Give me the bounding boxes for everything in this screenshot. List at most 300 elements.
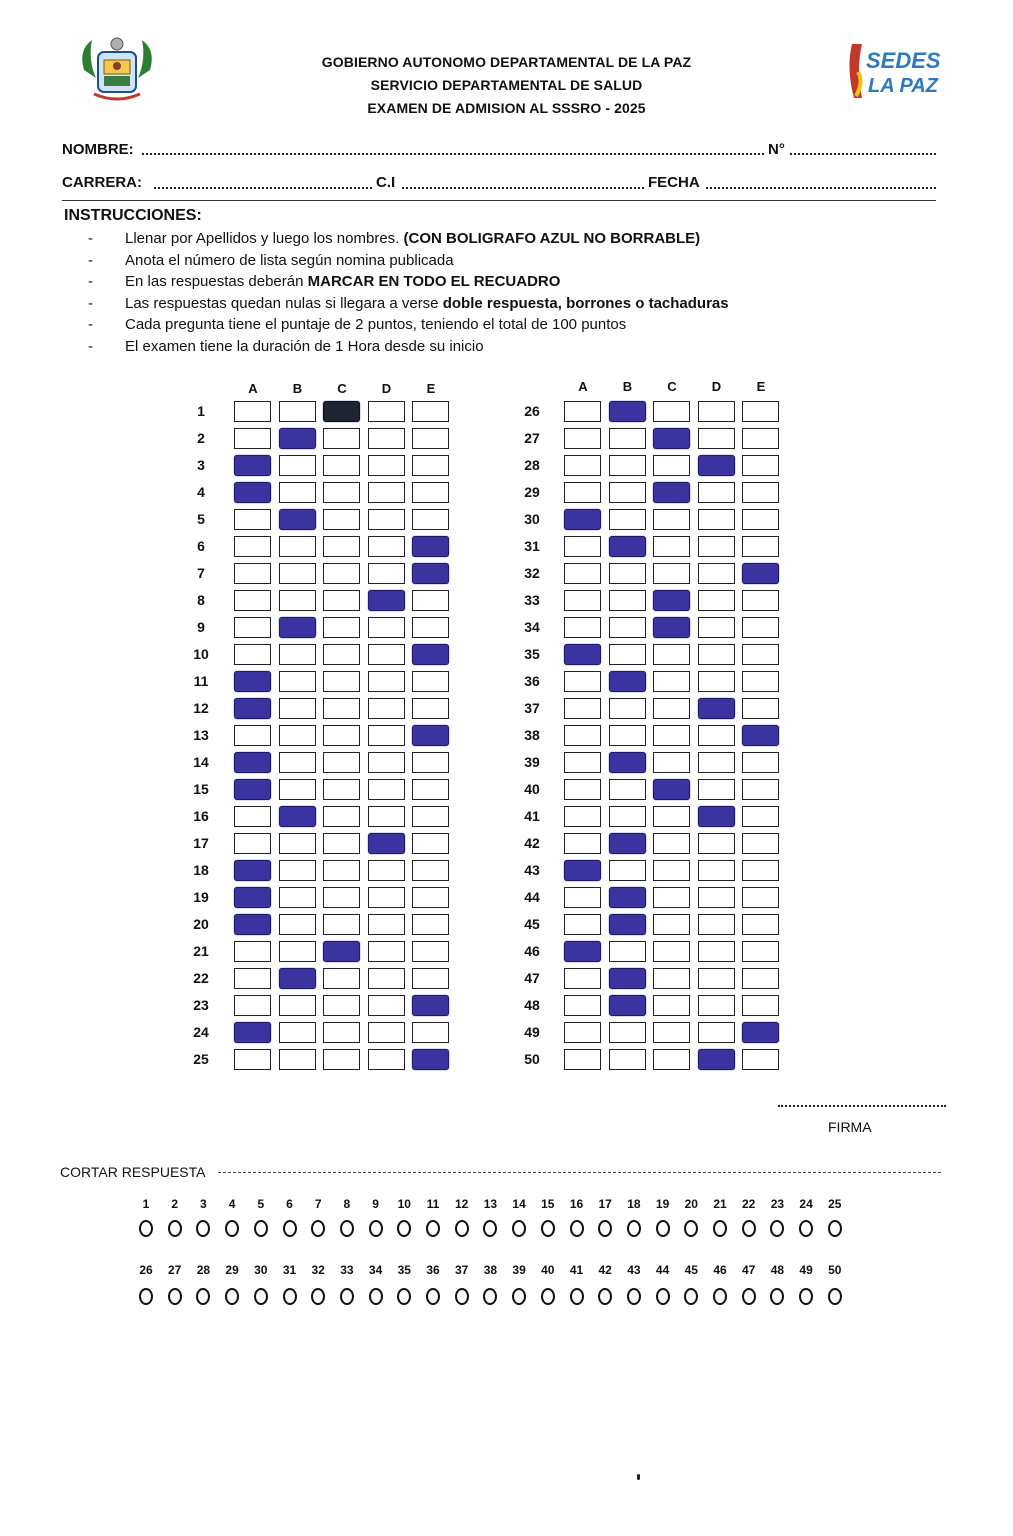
answer-box-4-d[interactable] bbox=[368, 482, 405, 503]
answer-box-47-d[interactable] bbox=[698, 968, 735, 989]
answer-box-12-a[interactable] bbox=[234, 698, 271, 719]
answer-box-19-d[interactable] bbox=[368, 887, 405, 908]
cut-answer-circle[interactable] bbox=[168, 1220, 182, 1237]
answer-box-24-e[interactable] bbox=[412, 1022, 449, 1043]
answer-box-49-b[interactable] bbox=[609, 1022, 646, 1043]
answer-box-7-d[interactable] bbox=[368, 563, 405, 584]
answer-box-37-d[interactable] bbox=[698, 698, 735, 719]
answer-box-33-e[interactable] bbox=[742, 590, 779, 611]
answer-box-22-e[interactable] bbox=[412, 968, 449, 989]
answer-box-26-e[interactable] bbox=[742, 401, 779, 422]
answer-box-8-b[interactable] bbox=[279, 590, 316, 611]
answer-box-44-a[interactable] bbox=[564, 887, 601, 908]
answer-box-5-e[interactable] bbox=[412, 509, 449, 530]
answer-box-31-a[interactable] bbox=[564, 536, 601, 557]
answer-box-14-b[interactable] bbox=[279, 752, 316, 773]
answer-box-13-c[interactable] bbox=[323, 725, 360, 746]
cut-answer-circle[interactable] bbox=[541, 1220, 555, 1237]
cut-answer-circle[interactable] bbox=[283, 1220, 297, 1237]
answer-box-36-b[interactable] bbox=[609, 671, 646, 692]
answer-box-14-c[interactable] bbox=[323, 752, 360, 773]
answer-box-17-e[interactable] bbox=[412, 833, 449, 854]
answer-box-3-e[interactable] bbox=[412, 455, 449, 476]
answer-box-8-c[interactable] bbox=[323, 590, 360, 611]
answer-box-47-e[interactable] bbox=[742, 968, 779, 989]
cut-answer-circle[interactable] bbox=[828, 1220, 842, 1237]
answer-box-26-a[interactable] bbox=[564, 401, 601, 422]
answer-box-22-d[interactable] bbox=[368, 968, 405, 989]
answer-box-10-d[interactable] bbox=[368, 644, 405, 665]
answer-box-10-b[interactable] bbox=[279, 644, 316, 665]
answer-box-19-e[interactable] bbox=[412, 887, 449, 908]
answer-box-4-a[interactable] bbox=[234, 482, 271, 503]
answer-box-43-c[interactable] bbox=[653, 860, 690, 881]
answer-box-40-b[interactable] bbox=[609, 779, 646, 800]
answer-box-38-b[interactable] bbox=[609, 725, 646, 746]
answer-box-28-a[interactable] bbox=[564, 455, 601, 476]
answer-box-22-c[interactable] bbox=[323, 968, 360, 989]
cut-answer-circle[interactable] bbox=[742, 1220, 756, 1237]
cut-answer-circle[interactable] bbox=[627, 1288, 641, 1305]
cut-answer-circle[interactable] bbox=[770, 1288, 784, 1305]
answer-box-50-c[interactable] bbox=[653, 1049, 690, 1070]
cut-answer-circle[interactable] bbox=[799, 1220, 813, 1237]
answer-box-16-b[interactable] bbox=[279, 806, 316, 827]
answer-box-50-e[interactable] bbox=[742, 1049, 779, 1070]
cut-answer-circle[interactable] bbox=[627, 1220, 641, 1237]
answer-box-50-a[interactable] bbox=[564, 1049, 601, 1070]
answer-box-36-d[interactable] bbox=[698, 671, 735, 692]
answer-box-2-c[interactable] bbox=[323, 428, 360, 449]
cut-answer-circle[interactable] bbox=[483, 1220, 497, 1237]
answer-box-45-e[interactable] bbox=[742, 914, 779, 935]
cut-answer-circle[interactable] bbox=[656, 1288, 670, 1305]
answer-box-27-e[interactable] bbox=[742, 428, 779, 449]
answer-box-29-a[interactable] bbox=[564, 482, 601, 503]
answer-box-11-e[interactable] bbox=[412, 671, 449, 692]
answer-box-20-e[interactable] bbox=[412, 914, 449, 935]
answer-box-13-b[interactable] bbox=[279, 725, 316, 746]
answer-box-13-d[interactable] bbox=[368, 725, 405, 746]
cut-answer-circle[interactable] bbox=[742, 1288, 756, 1305]
answer-box-7-a[interactable] bbox=[234, 563, 271, 584]
cut-answer-circle[interactable] bbox=[684, 1220, 698, 1237]
answer-box-46-d[interactable] bbox=[698, 941, 735, 962]
answer-box-31-c[interactable] bbox=[653, 536, 690, 557]
answer-box-21-d[interactable] bbox=[368, 941, 405, 962]
answer-box-16-d[interactable] bbox=[368, 806, 405, 827]
answer-box-4-b[interactable] bbox=[279, 482, 316, 503]
answer-box-41-d[interactable] bbox=[698, 806, 735, 827]
answer-box-36-a[interactable] bbox=[564, 671, 601, 692]
cut-answer-circle[interactable] bbox=[254, 1288, 268, 1305]
answer-box-34-a[interactable] bbox=[564, 617, 601, 638]
answer-box-28-d[interactable] bbox=[698, 455, 735, 476]
answer-box-21-b[interactable] bbox=[279, 941, 316, 962]
answer-box-40-a[interactable] bbox=[564, 779, 601, 800]
answer-box-15-a[interactable] bbox=[234, 779, 271, 800]
signature-line[interactable] bbox=[778, 1105, 946, 1107]
answer-box-42-a[interactable] bbox=[564, 833, 601, 854]
answer-box-39-c[interactable] bbox=[653, 752, 690, 773]
answer-box-25-d[interactable] bbox=[368, 1049, 405, 1070]
answer-box-47-b[interactable] bbox=[609, 968, 646, 989]
answer-box-32-b[interactable] bbox=[609, 563, 646, 584]
answer-box-5-a[interactable] bbox=[234, 509, 271, 530]
cut-answer-circle[interactable] bbox=[196, 1220, 210, 1237]
answer-box-15-b[interactable] bbox=[279, 779, 316, 800]
answer-box-49-e[interactable] bbox=[742, 1022, 779, 1043]
cut-answer-circle[interactable] bbox=[713, 1220, 727, 1237]
cut-answer-circle[interactable] bbox=[828, 1288, 842, 1305]
cut-answer-circle[interactable] bbox=[311, 1220, 325, 1237]
answer-box-12-b[interactable] bbox=[279, 698, 316, 719]
answer-box-21-c[interactable] bbox=[323, 941, 360, 962]
cut-answer-circle[interactable] bbox=[139, 1288, 153, 1305]
answer-box-12-c[interactable] bbox=[323, 698, 360, 719]
answer-box-6-a[interactable] bbox=[234, 536, 271, 557]
answer-box-33-c[interactable] bbox=[653, 590, 690, 611]
answer-box-38-c[interactable] bbox=[653, 725, 690, 746]
answer-box-2-a[interactable] bbox=[234, 428, 271, 449]
answer-box-48-d[interactable] bbox=[698, 995, 735, 1016]
cut-answer-circle[interactable] bbox=[684, 1288, 698, 1305]
answer-box-7-e[interactable] bbox=[412, 563, 449, 584]
answer-box-16-a[interactable] bbox=[234, 806, 271, 827]
answer-box-3-a[interactable] bbox=[234, 455, 271, 476]
answer-box-36-c[interactable] bbox=[653, 671, 690, 692]
cut-answer-circle[interactable] bbox=[483, 1288, 497, 1305]
answer-box-26-b[interactable] bbox=[609, 401, 646, 422]
answer-box-42-d[interactable] bbox=[698, 833, 735, 854]
answer-box-24-a[interactable] bbox=[234, 1022, 271, 1043]
answer-box-41-c[interactable] bbox=[653, 806, 690, 827]
ci-field[interactable] bbox=[402, 187, 644, 189]
answer-box-28-b[interactable] bbox=[609, 455, 646, 476]
cut-answer-circle[interactable] bbox=[541, 1288, 555, 1305]
answer-box-34-e[interactable] bbox=[742, 617, 779, 638]
cut-answer-circle[interactable] bbox=[254, 1220, 268, 1237]
answer-box-2-b[interactable] bbox=[279, 428, 316, 449]
cut-answer-circle[interactable] bbox=[570, 1288, 584, 1305]
answer-box-1-d[interactable] bbox=[368, 401, 405, 422]
answer-box-42-c[interactable] bbox=[653, 833, 690, 854]
answer-box-31-e[interactable] bbox=[742, 536, 779, 557]
nombre-field[interactable] bbox=[142, 153, 764, 155]
answer-box-34-b[interactable] bbox=[609, 617, 646, 638]
answer-box-42-e[interactable] bbox=[742, 833, 779, 854]
answer-box-6-d[interactable] bbox=[368, 536, 405, 557]
answer-box-37-c[interactable] bbox=[653, 698, 690, 719]
answer-box-7-b[interactable] bbox=[279, 563, 316, 584]
answer-box-48-c[interactable] bbox=[653, 995, 690, 1016]
answer-box-48-e[interactable] bbox=[742, 995, 779, 1016]
answer-box-35-a[interactable] bbox=[564, 644, 601, 665]
answer-box-47-c[interactable] bbox=[653, 968, 690, 989]
answer-box-4-c[interactable] bbox=[323, 482, 360, 503]
answer-box-22-a[interactable] bbox=[234, 968, 271, 989]
answer-box-29-b[interactable] bbox=[609, 482, 646, 503]
cut-answer-circle[interactable] bbox=[397, 1288, 411, 1305]
answer-box-5-c[interactable] bbox=[323, 509, 360, 530]
answer-box-32-c[interactable] bbox=[653, 563, 690, 584]
answer-box-18-c[interactable] bbox=[323, 860, 360, 881]
answer-box-30-c[interactable] bbox=[653, 509, 690, 530]
answer-box-49-a[interactable] bbox=[564, 1022, 601, 1043]
cut-answer-circle[interactable] bbox=[598, 1220, 612, 1237]
answer-box-3-b[interactable] bbox=[279, 455, 316, 476]
answer-box-24-d[interactable] bbox=[368, 1022, 405, 1043]
answer-box-40-d[interactable] bbox=[698, 779, 735, 800]
answer-box-29-c[interactable] bbox=[653, 482, 690, 503]
answer-box-35-c[interactable] bbox=[653, 644, 690, 665]
answer-box-24-b[interactable] bbox=[279, 1022, 316, 1043]
answer-box-10-e[interactable] bbox=[412, 644, 449, 665]
answer-box-45-d[interactable] bbox=[698, 914, 735, 935]
answer-box-37-a[interactable] bbox=[564, 698, 601, 719]
answer-box-13-a[interactable] bbox=[234, 725, 271, 746]
answer-box-41-b[interactable] bbox=[609, 806, 646, 827]
answer-box-30-e[interactable] bbox=[742, 509, 779, 530]
answer-box-35-b[interactable] bbox=[609, 644, 646, 665]
answer-box-45-b[interactable] bbox=[609, 914, 646, 935]
answer-box-36-e[interactable] bbox=[742, 671, 779, 692]
answer-box-1-a[interactable] bbox=[234, 401, 271, 422]
answer-box-46-a[interactable] bbox=[564, 941, 601, 962]
answer-box-15-e[interactable] bbox=[412, 779, 449, 800]
answer-box-34-d[interactable] bbox=[698, 617, 735, 638]
answer-box-34-c[interactable] bbox=[653, 617, 690, 638]
cut-answer-circle[interactable] bbox=[455, 1220, 469, 1237]
answer-box-10-a[interactable] bbox=[234, 644, 271, 665]
answer-box-18-d[interactable] bbox=[368, 860, 405, 881]
answer-box-3-d[interactable] bbox=[368, 455, 405, 476]
numero-field[interactable] bbox=[790, 153, 936, 155]
cut-answer-circle[interactable] bbox=[196, 1288, 210, 1305]
answer-box-41-a[interactable] bbox=[564, 806, 601, 827]
cut-answer-circle[interactable] bbox=[656, 1220, 670, 1237]
answer-box-8-d[interactable] bbox=[368, 590, 405, 611]
answer-box-1-e[interactable] bbox=[412, 401, 449, 422]
answer-box-9-d[interactable] bbox=[368, 617, 405, 638]
answer-box-9-b[interactable] bbox=[279, 617, 316, 638]
answer-box-14-d[interactable] bbox=[368, 752, 405, 773]
answer-box-16-e[interactable] bbox=[412, 806, 449, 827]
answer-box-2-d[interactable] bbox=[368, 428, 405, 449]
answer-box-32-e[interactable] bbox=[742, 563, 779, 584]
answer-box-49-d[interactable] bbox=[698, 1022, 735, 1043]
answer-box-1-b[interactable] bbox=[279, 401, 316, 422]
answer-box-25-e[interactable] bbox=[412, 1049, 449, 1070]
answer-box-33-a[interactable] bbox=[564, 590, 601, 611]
answer-box-33-d[interactable] bbox=[698, 590, 735, 611]
answer-box-23-b[interactable] bbox=[279, 995, 316, 1016]
answer-box-37-e[interactable] bbox=[742, 698, 779, 719]
cut-answer-circle[interactable] bbox=[397, 1220, 411, 1237]
answer-box-13-e[interactable] bbox=[412, 725, 449, 746]
answer-box-15-c[interactable] bbox=[323, 779, 360, 800]
cut-answer-circle[interactable] bbox=[369, 1220, 383, 1237]
cut-answer-circle[interactable] bbox=[225, 1220, 239, 1237]
answer-box-17-b[interactable] bbox=[279, 833, 316, 854]
answer-box-16-c[interactable] bbox=[323, 806, 360, 827]
answer-box-29-d[interactable] bbox=[698, 482, 735, 503]
cut-answer-circle[interactable] bbox=[225, 1288, 239, 1305]
answer-box-8-e[interactable] bbox=[412, 590, 449, 611]
answer-box-40-c[interactable] bbox=[653, 779, 690, 800]
answer-box-19-c[interactable] bbox=[323, 887, 360, 908]
carrera-field[interactable] bbox=[154, 187, 372, 189]
answer-box-31-b[interactable] bbox=[609, 536, 646, 557]
cut-answer-circle[interactable] bbox=[426, 1220, 440, 1237]
answer-box-48-a[interactable] bbox=[564, 995, 601, 1016]
answer-box-11-b[interactable] bbox=[279, 671, 316, 692]
answer-box-3-c[interactable] bbox=[323, 455, 360, 476]
answer-box-42-b[interactable] bbox=[609, 833, 646, 854]
answer-box-32-d[interactable] bbox=[698, 563, 735, 584]
cut-answer-circle[interactable] bbox=[426, 1288, 440, 1305]
answer-box-28-e[interactable] bbox=[742, 455, 779, 476]
answer-box-30-b[interactable] bbox=[609, 509, 646, 530]
answer-box-46-b[interactable] bbox=[609, 941, 646, 962]
answer-box-2-e[interactable] bbox=[412, 428, 449, 449]
answer-box-4-e[interactable] bbox=[412, 482, 449, 503]
answer-box-18-a[interactable] bbox=[234, 860, 271, 881]
answer-box-27-a[interactable] bbox=[564, 428, 601, 449]
answer-box-27-b[interactable] bbox=[609, 428, 646, 449]
answer-box-18-e[interactable] bbox=[412, 860, 449, 881]
answer-box-6-c[interactable] bbox=[323, 536, 360, 557]
cut-answer-circle[interactable] bbox=[713, 1288, 727, 1305]
fecha-field[interactable] bbox=[706, 187, 936, 189]
cut-answer-circle[interactable] bbox=[340, 1288, 354, 1305]
answer-box-45-c[interactable] bbox=[653, 914, 690, 935]
answer-box-46-e[interactable] bbox=[742, 941, 779, 962]
answer-box-11-d[interactable] bbox=[368, 671, 405, 692]
answer-box-46-c[interactable] bbox=[653, 941, 690, 962]
answer-box-20-d[interactable] bbox=[368, 914, 405, 935]
cut-answer-circle[interactable] bbox=[369, 1288, 383, 1305]
answer-box-5-b[interactable] bbox=[279, 509, 316, 530]
answer-box-43-e[interactable] bbox=[742, 860, 779, 881]
answer-box-23-c[interactable] bbox=[323, 995, 360, 1016]
answer-box-22-b[interactable] bbox=[279, 968, 316, 989]
answer-box-39-d[interactable] bbox=[698, 752, 735, 773]
answer-box-11-a[interactable] bbox=[234, 671, 271, 692]
cut-answer-circle[interactable] bbox=[799, 1288, 813, 1305]
answer-box-25-b[interactable] bbox=[279, 1049, 316, 1070]
answer-box-44-c[interactable] bbox=[653, 887, 690, 908]
answer-box-43-d[interactable] bbox=[698, 860, 735, 881]
answer-box-5-d[interactable] bbox=[368, 509, 405, 530]
answer-box-50-b[interactable] bbox=[609, 1049, 646, 1070]
answer-box-28-c[interactable] bbox=[653, 455, 690, 476]
answer-box-38-e[interactable] bbox=[742, 725, 779, 746]
answer-box-32-a[interactable] bbox=[564, 563, 601, 584]
answer-box-12-e[interactable] bbox=[412, 698, 449, 719]
answer-box-23-d[interactable] bbox=[368, 995, 405, 1016]
answer-box-38-a[interactable] bbox=[564, 725, 601, 746]
answer-box-30-d[interactable] bbox=[698, 509, 735, 530]
answer-box-37-b[interactable] bbox=[609, 698, 646, 719]
answer-box-27-c[interactable] bbox=[653, 428, 690, 449]
answer-box-30-a[interactable] bbox=[564, 509, 601, 530]
answer-box-17-c[interactable] bbox=[323, 833, 360, 854]
answer-box-24-c[interactable] bbox=[323, 1022, 360, 1043]
answer-box-39-b[interactable] bbox=[609, 752, 646, 773]
cut-answer-circle[interactable] bbox=[311, 1288, 325, 1305]
answer-box-21-e[interactable] bbox=[412, 941, 449, 962]
answer-box-23-a[interactable] bbox=[234, 995, 271, 1016]
answer-box-9-c[interactable] bbox=[323, 617, 360, 638]
answer-box-1-c[interactable] bbox=[323, 401, 360, 422]
cut-answer-circle[interactable] bbox=[598, 1288, 612, 1305]
answer-box-35-d[interactable] bbox=[698, 644, 735, 665]
answer-box-14-a[interactable] bbox=[234, 752, 271, 773]
cut-answer-circle[interactable] bbox=[455, 1288, 469, 1305]
answer-box-6-b[interactable] bbox=[279, 536, 316, 557]
cut-answer-circle[interactable] bbox=[168, 1288, 182, 1305]
answer-box-40-e[interactable] bbox=[742, 779, 779, 800]
answer-box-43-a[interactable] bbox=[564, 860, 601, 881]
answer-box-31-d[interactable] bbox=[698, 536, 735, 557]
answer-box-50-d[interactable] bbox=[698, 1049, 735, 1070]
answer-box-17-a[interactable] bbox=[234, 833, 271, 854]
answer-box-27-d[interactable] bbox=[698, 428, 735, 449]
answer-box-14-e[interactable] bbox=[412, 752, 449, 773]
answer-box-19-a[interactable] bbox=[234, 887, 271, 908]
answer-box-48-b[interactable] bbox=[609, 995, 646, 1016]
answer-box-41-e[interactable] bbox=[742, 806, 779, 827]
answer-box-15-d[interactable] bbox=[368, 779, 405, 800]
answer-box-33-b[interactable] bbox=[609, 590, 646, 611]
answer-box-21-a[interactable] bbox=[234, 941, 271, 962]
answer-box-20-b[interactable] bbox=[279, 914, 316, 935]
answer-box-38-d[interactable] bbox=[698, 725, 735, 746]
cut-answer-circle[interactable] bbox=[283, 1288, 297, 1305]
answer-box-26-c[interactable] bbox=[653, 401, 690, 422]
answer-box-6-e[interactable] bbox=[412, 536, 449, 557]
answer-box-47-a[interactable] bbox=[564, 968, 601, 989]
answer-box-39-a[interactable] bbox=[564, 752, 601, 773]
answer-box-44-e[interactable] bbox=[742, 887, 779, 908]
answer-box-49-c[interactable] bbox=[653, 1022, 690, 1043]
cut-answer-circle[interactable] bbox=[512, 1288, 526, 1305]
answer-box-44-d[interactable] bbox=[698, 887, 735, 908]
cut-answer-circle[interactable] bbox=[770, 1220, 784, 1237]
answer-box-20-c[interactable] bbox=[323, 914, 360, 935]
answer-box-29-e[interactable] bbox=[742, 482, 779, 503]
answer-box-9-a[interactable] bbox=[234, 617, 271, 638]
answer-box-44-b[interactable] bbox=[609, 887, 646, 908]
answer-box-12-d[interactable] bbox=[368, 698, 405, 719]
cut-answer-circle[interactable] bbox=[139, 1220, 153, 1237]
answer-box-25-a[interactable] bbox=[234, 1049, 271, 1070]
answer-box-35-e[interactable] bbox=[742, 644, 779, 665]
answer-box-11-c[interactable] bbox=[323, 671, 360, 692]
answer-box-26-d[interactable] bbox=[698, 401, 735, 422]
cut-answer-circle[interactable] bbox=[512, 1220, 526, 1237]
answer-box-9-e[interactable] bbox=[412, 617, 449, 638]
cut-answer-circle[interactable] bbox=[570, 1220, 584, 1237]
cut-answer-circle[interactable] bbox=[340, 1220, 354, 1237]
answer-box-43-b[interactable] bbox=[609, 860, 646, 881]
answer-box-20-a[interactable] bbox=[234, 914, 271, 935]
answer-box-10-c[interactable] bbox=[323, 644, 360, 665]
answer-box-25-c[interactable] bbox=[323, 1049, 360, 1070]
answer-box-23-e[interactable] bbox=[412, 995, 449, 1016]
answer-box-7-c[interactable] bbox=[323, 563, 360, 584]
